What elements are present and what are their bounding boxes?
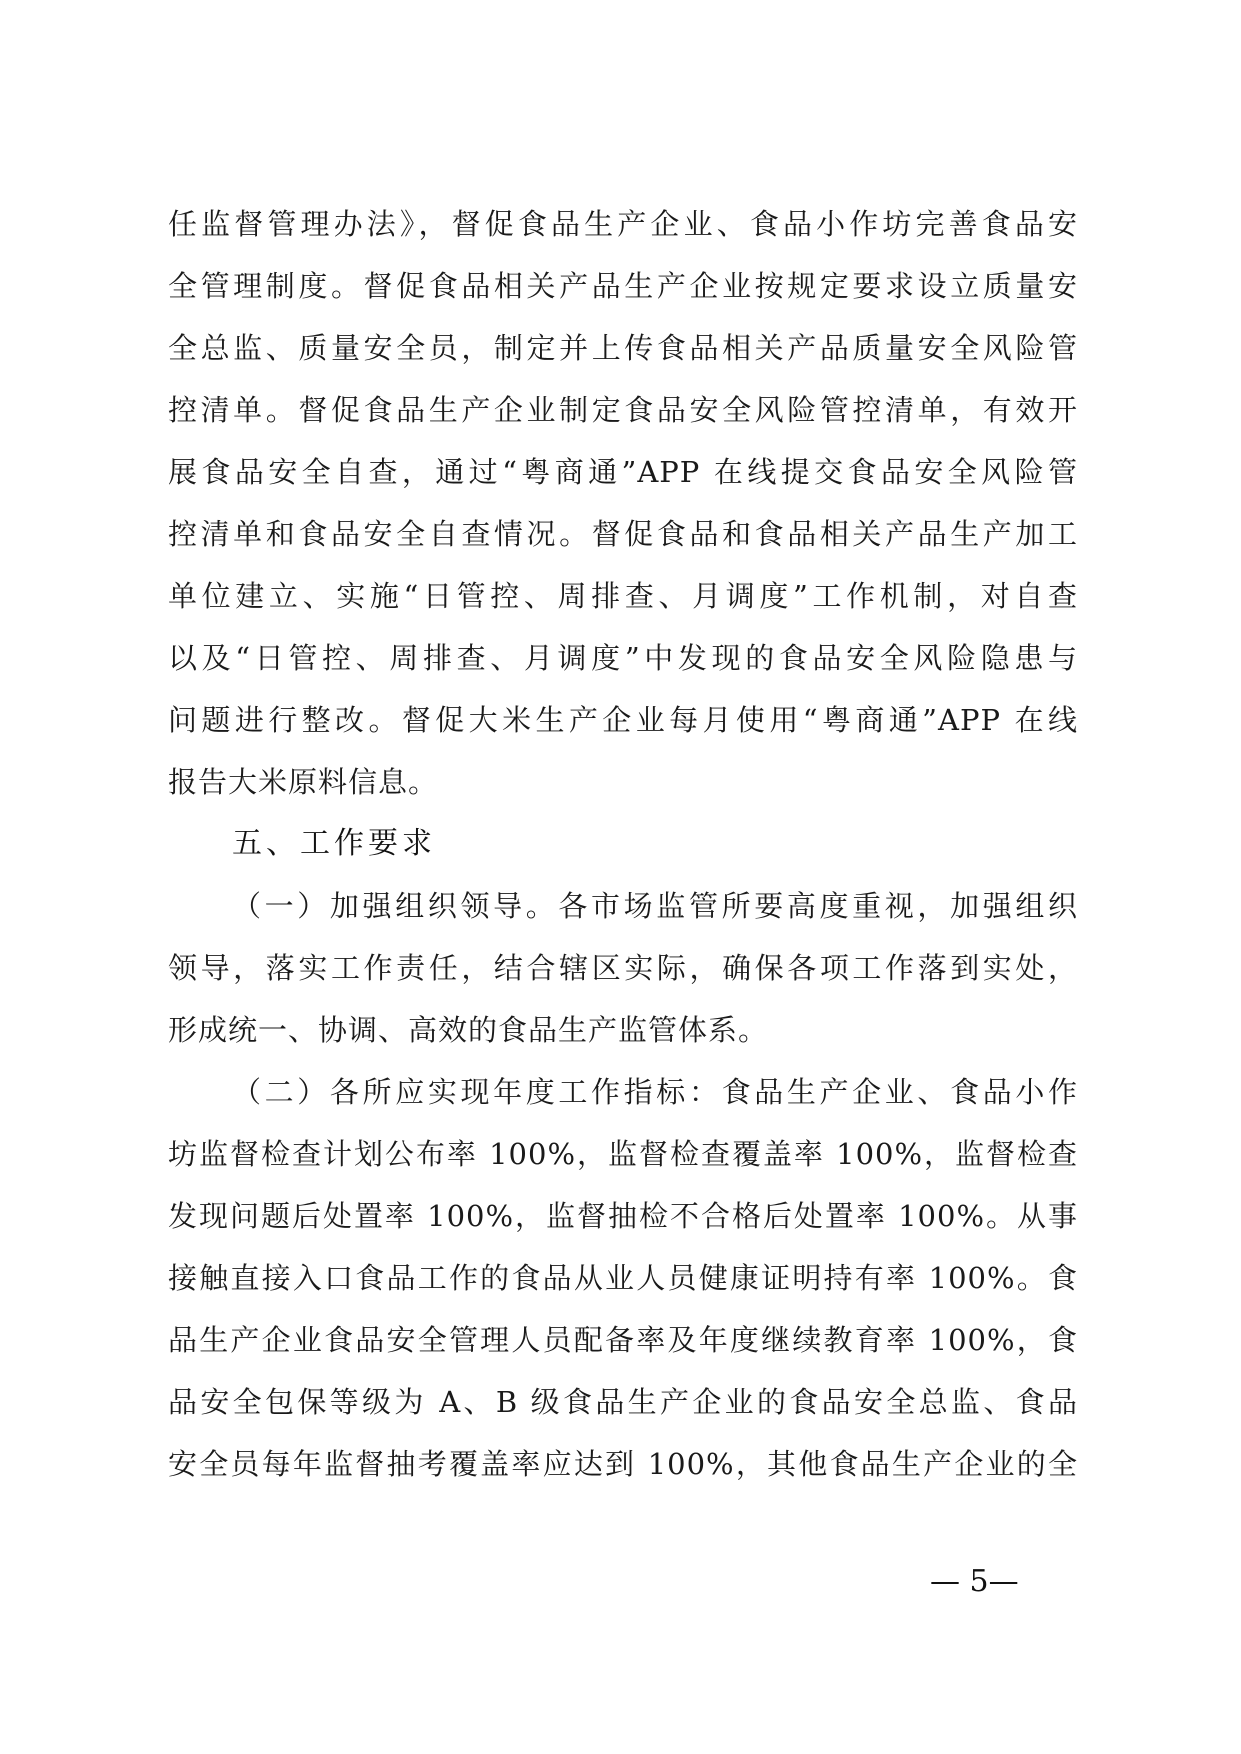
text-line: （一）加强组织领导。各市场监管所要高度重视，加强组织 <box>232 889 1078 923</box>
text-line: 以及“日管控、周排查、月调度”中发现的食品安全风险隐患与 <box>168 641 1078 675</box>
text-line: 单位建立、实施“日管控、周排查、月调度”工作机制，对自查 <box>168 579 1078 613</box>
text-line: 控清单。督促食品生产企业制定食品安全风险管控清单，有效开 <box>168 393 1078 427</box>
text-line: 形成统一、协调、高效的食品生产监管体系。 <box>168 1013 769 1047</box>
text-line: 品生产企业食品安全管理人员配备率及年度继续教育率 100%，食 <box>168 1323 1078 1357</box>
text-line: 问题进行整改。督促大米生产企业每月使用“粤商通”APP 在线 <box>168 703 1078 737</box>
text-line: 展食品安全自查，通过“粤商通”APP 在线提交食品安全风险管 <box>168 455 1078 489</box>
text-line: 安全员每年监督抽考覆盖率应达到 100%，其他食品生产企业的全 <box>168 1447 1078 1481</box>
text-line: 全总监、质量安全员，制定并上传食品相关产品质量安全风险管 <box>168 331 1078 365</box>
text-line: 品安全包保等级为 A、B 级食品生产企业的食品安全总监、食品 <box>168 1385 1078 1419</box>
text-line: 接触直接入口食品工作的食品从业人员健康证明持有率 100%。食 <box>168 1261 1078 1295</box>
text-line: 控清单和食品安全自查情况。督促食品和食品相关产品生产加工 <box>168 517 1078 551</box>
page-number: — 5— <box>930 1564 1019 1599</box>
text-line: （二）各所应实现年度工作指标：食品生产企业、食品小作 <box>232 1075 1078 1109</box>
text-line: 发现问题后处置率 100%，监督抽检不合格后处置率 100%。从事 <box>168 1199 1078 1233</box>
text-line: 坊监督检查计划公布率 100%，监督检查覆盖率 100%，监督检查 <box>168 1137 1078 1171</box>
section-heading: 五、工作要求 <box>232 826 436 861</box>
text-line: 全管理制度。督促食品相关产品生产企业按规定要求设立质量安 <box>168 269 1078 303</box>
text-line: 领导，落实工作责任，结合辖区实际，确保各项工作落到实处， <box>168 951 1078 985</box>
text-line: 报告大米原料信息。 <box>168 765 439 799</box>
text-line: 任监督管理办法》，督促食品生产企业、食品小作坊完善食品安 <box>168 207 1078 241</box>
